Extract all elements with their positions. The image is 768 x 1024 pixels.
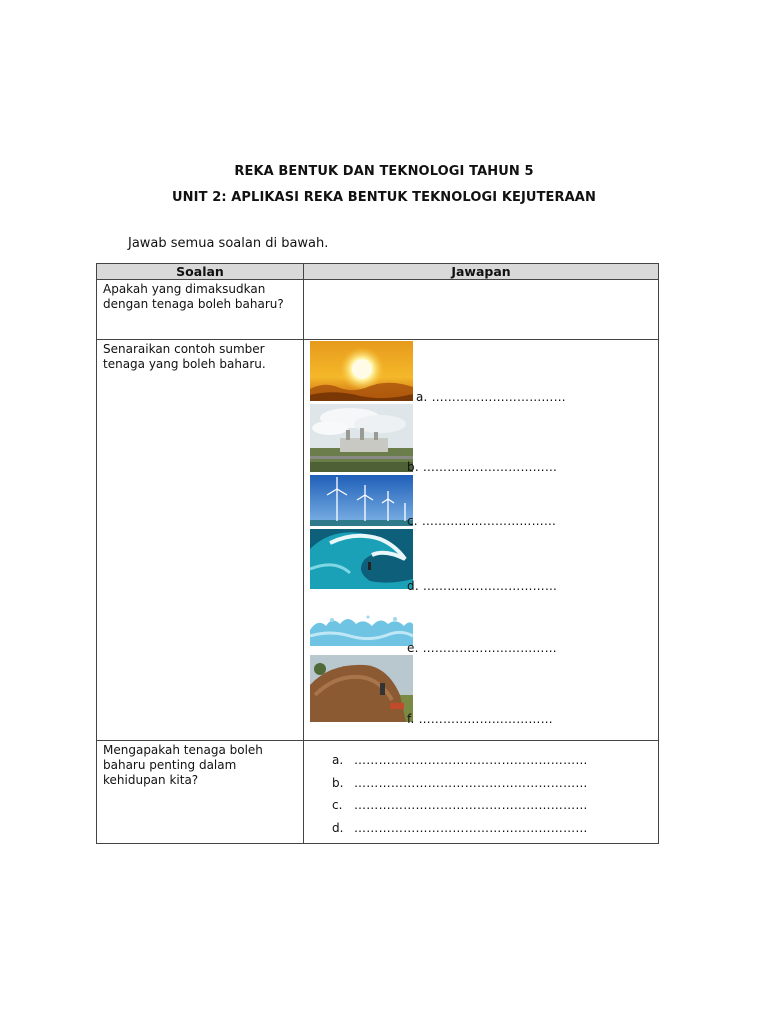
worksheet-title: REKA BENTUK DAN TEKNOLOGI TAHUN 5 — [234, 164, 534, 179]
header-question: Soalan — [97, 264, 304, 280]
answer-line-c[interactable]: c. …………………………… — [407, 514, 557, 528]
wind-turbines-image — [310, 475, 413, 526]
answer-line-a[interactable]: a. …………………………… — [416, 390, 566, 404]
answer-line-d[interactable]: d. …………………………… — [407, 579, 558, 593]
reason-line-d[interactable]: d. ………………………………………………… — [332, 820, 588, 835]
instruction-text: Jawab semua soalan di bawah. — [128, 236, 329, 251]
question-2: Senaraikan contoh sumber tenaga yang boleh baharu. — [103, 342, 266, 371]
geothermal-plant-image — [310, 404, 413, 472]
sun-image — [310, 341, 413, 401]
answer-line-f[interactable]: f. …………………………… — [407, 712, 553, 726]
answer-cell-3 — [304, 741, 659, 844]
answer-line-b[interactable]: b. …………………………… — [407, 460, 558, 474]
question-cell-2 — [97, 340, 304, 741]
reason-line-a[interactable]: a. ………………………………………………… — [332, 753, 588, 767]
answer-cell-1[interactable] — [304, 280, 659, 340]
question-1: Apakah yang dimaksudkan dengan tenaga boleh baharu? — [103, 282, 284, 311]
worksheet-table — [96, 263, 659, 844]
question-cell-1 — [97, 280, 304, 340]
answer-cell-2 — [304, 340, 659, 741]
question-cell-3 — [97, 741, 304, 844]
biomass-image — [310, 655, 413, 722]
answer-line-e[interactable]: e. …………………………… — [407, 641, 557, 655]
water-image — [310, 612, 413, 650]
header-answer: Jawapan — [304, 264, 659, 280]
reason-line-c[interactable]: c. ………………………………………………… — [332, 798, 588, 812]
ocean-wave-image — [310, 529, 413, 589]
reason-line-b[interactable]: b. ………………………………………………… — [332, 775, 588, 790]
worksheet-subtitle: UNIT 2: APLIKASI REKA BENTUK TEKNOLOGI KEJUTERAAN — [172, 190, 596, 205]
question-3: Mengapakah tenaga boleh baharu penting dalam kehidupan kita? — [103, 743, 263, 787]
